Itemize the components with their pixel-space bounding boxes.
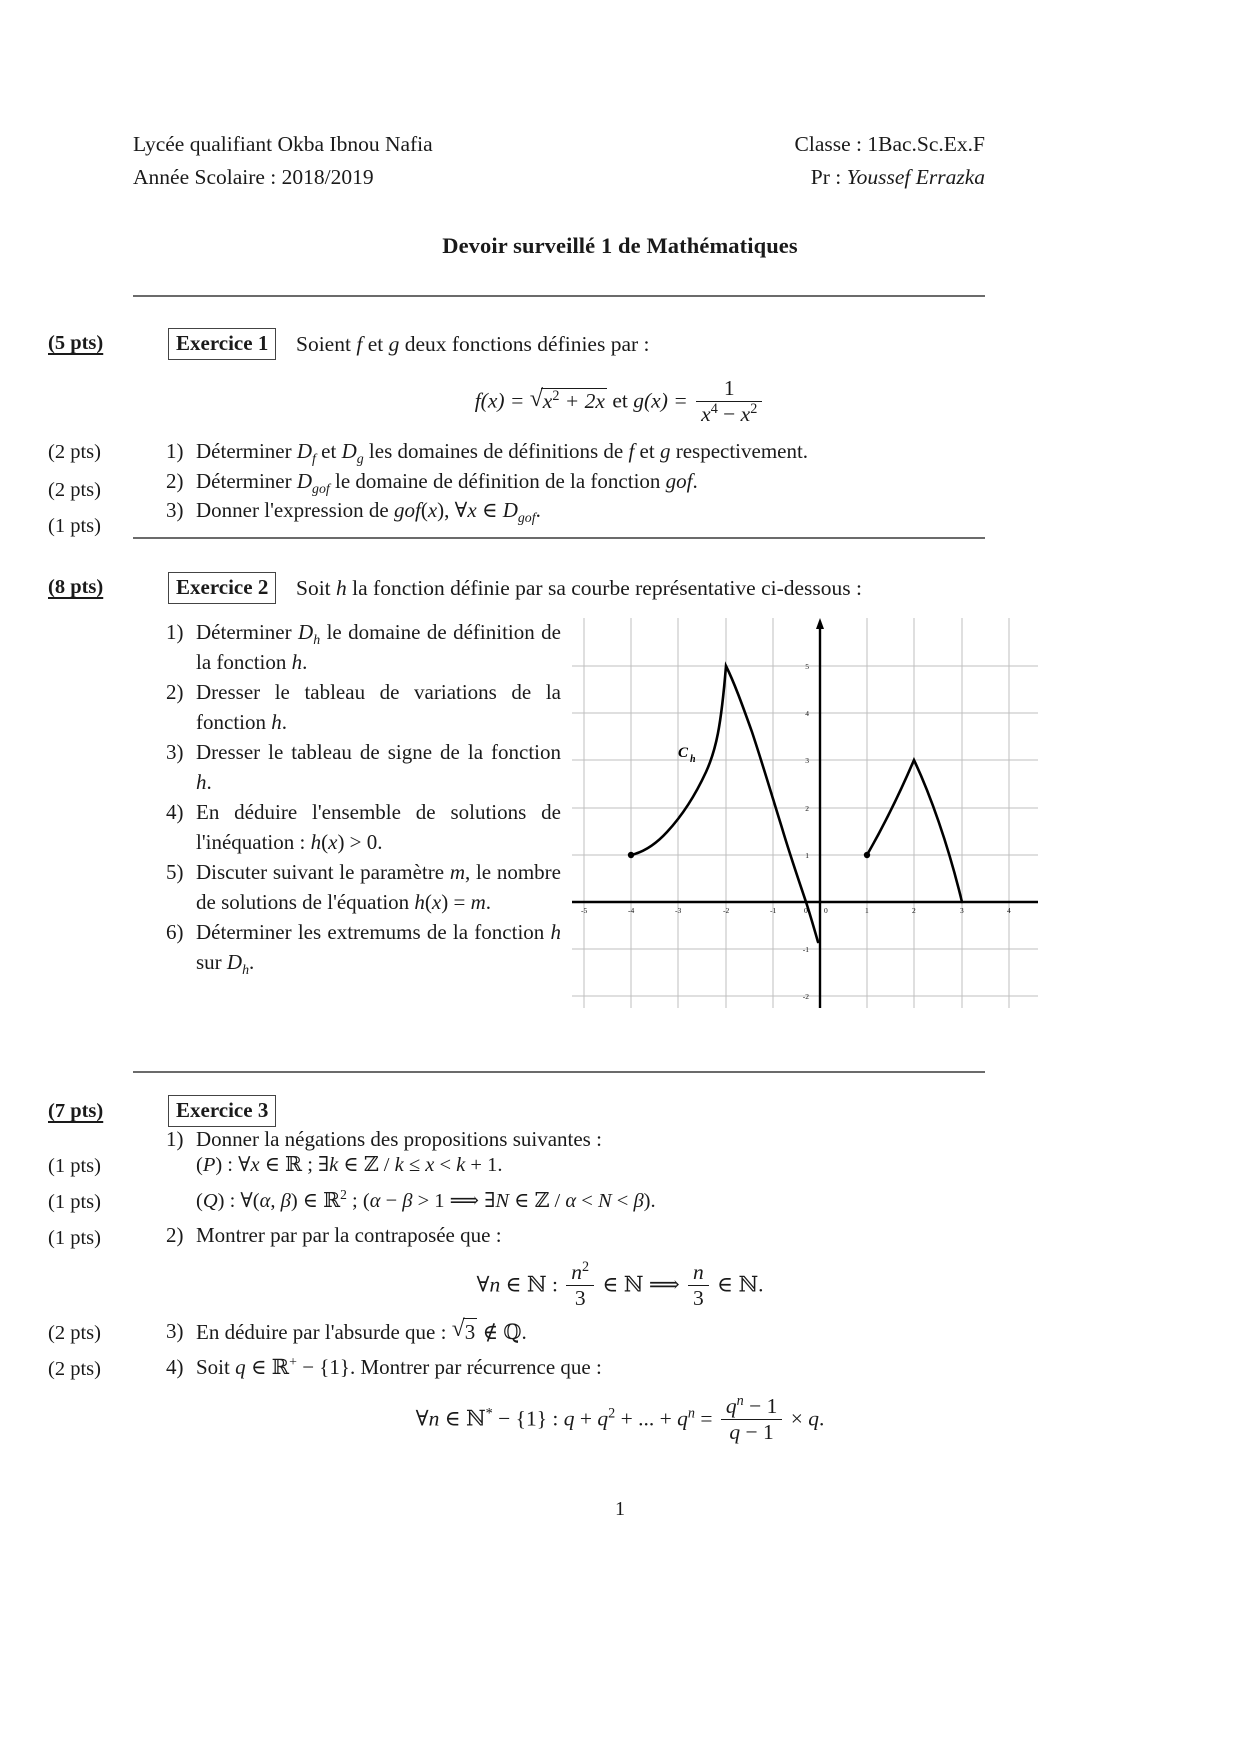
ex2-q6-num: 6) (166, 920, 184, 944)
ytick-3: 3 (805, 756, 809, 765)
ex2-intro-a: Soit (296, 576, 337, 600)
xtick-0: 0 (824, 906, 828, 915)
ex1-q3-text: Donner l'expression de gof(x), ∀x ∈ $D_{gof}$. (196, 498, 541, 526)
list-item (166, 438, 986, 466)
exercise1-intro (296, 332, 650, 357)
ex3-proposition-q: (Q) : ∀(α, β) ∈ ℝ$^2$ ; (α − β > 1 ⟹ ∃N ∈ ℤ / α < N < β). (196, 1187, 656, 1212)
header-row-1 (133, 128, 985, 161)
divider-bottom (133, 1071, 985, 1073)
list-item (166, 738, 561, 797)
ex3-q4-text: Soit q ∈ ℝ+ − {1}. Montrer par récurrence que : (196, 1354, 602, 1379)
school-year: Année Scolaire : 2018/2019 (133, 165, 374, 189)
ex3-q3-radicand: 3 (463, 1318, 478, 1347)
f-rad-base: x (542, 388, 553, 413)
ex2-q4-text: En déduire l'ensemble de solutions de l'inéquation : h(x) > 0. (196, 800, 561, 854)
eq4-num: $q^n - 1$ (725, 1392, 778, 1418)
g-numerator: 1 (723, 376, 735, 400)
ex1-q2-text: Déterminer $D_{gof}$ le domaine de définition de la fonction gof. (196, 468, 698, 496)
ex1-intro-c: deux fonctions définies par : (399, 332, 650, 356)
ex1-q1-text: Déterminer $D_f$ et $D_g$ les domaines de définitions de f et g respectivement. (196, 439, 809, 467)
eq2-num-exp: 2 (582, 1258, 590, 1275)
list-item (166, 858, 561, 917)
xtick--3: -3 (675, 906, 682, 915)
ex1-q3-num: 3) (166, 498, 184, 522)
endpoint-minus4-1 (628, 852, 634, 858)
g-den-b: x (740, 402, 751, 427)
list-item (166, 798, 561, 857)
eq4-den: q − 1 (721, 1419, 782, 1444)
list-item (166, 1126, 996, 1154)
xtick--5: -5 (581, 906, 588, 915)
curve-branch-left (631, 666, 818, 942)
ex3-q4-points: (2 pts) (48, 1358, 101, 1380)
ex2-q2-num: 2) (166, 680, 184, 704)
ex2-q1-num: 1) (166, 620, 184, 644)
list-item (166, 1318, 996, 1347)
xtick--4: -4 (628, 906, 635, 915)
frac-n2-3 (566, 1258, 594, 1311)
eq2b-num: n (693, 1260, 704, 1284)
ex1-intro-a: Soient (296, 332, 357, 356)
class-label: Classe : 1Bac.Sc.Ex.F (794, 132, 985, 156)
y-axis-arrow (816, 618, 824, 629)
ex3-q3-num: 3) (166, 1319, 184, 1343)
ex2-q1-text: Déterminer $D_h$ le domaine de définition de la fonction h. (196, 620, 561, 674)
ex3-q2-num: 2) (166, 1223, 184, 1247)
formula-joiner: et (606, 388, 634, 413)
divider-mid (133, 537, 985, 539)
teacher-name: Youssef Errazka (846, 165, 985, 189)
ex1-fn-g: g (388, 332, 400, 356)
ex3-p-points: (1 pts) (48, 1155, 101, 1177)
ex2-fn-h: h (336, 576, 347, 600)
ex3-q2-text: Montrer par par la contraposée que : (196, 1223, 502, 1247)
g-lhs: g(x) = (633, 388, 694, 413)
ex1-intro-b: et (362, 332, 389, 356)
exercise2-points: (8 pts) (48, 576, 104, 598)
ex1-q2-points: (2 pts) (48, 479, 101, 501)
ex1-fn-f: f (356, 332, 363, 356)
ytick-5: 5 (805, 662, 809, 671)
teacher-info (811, 161, 985, 194)
ytick--2: -2 (802, 992, 809, 1001)
xtick-4: 4 (1007, 906, 1011, 915)
f-rad-rest: + 2x (559, 388, 605, 413)
header-row-2 (133, 161, 985, 194)
exercise3-points: (7 pts) (48, 1100, 104, 1122)
g-den-a: x (701, 402, 711, 427)
ytick-2: 2 (805, 804, 809, 813)
xtick--1: -1 (770, 906, 777, 915)
exercise3-equation-2: ∀n ∈ ℕ : $\frac{n^2}{3}$ ∈ ℕ ⟹ $\frac{n}{3}$ ∈ ℕ. (476, 1258, 764, 1311)
ex3-q3-text (196, 1318, 996, 1347)
ex3-q2-points: (1 pts) (48, 1227, 101, 1249)
ex1-q1-points: (2 pts) (48, 441, 101, 463)
ex3-q-points: (1 pts) (48, 1191, 101, 1213)
xtick-0a: 0 (804, 906, 808, 915)
page-header (133, 128, 985, 194)
curve-label-ch (678, 745, 696, 765)
ex3-q4-num: 4) (166, 1355, 184, 1379)
eq2-num-base: n (571, 1260, 583, 1284)
ex3-q3-points: (2 pts) (48, 1322, 101, 1344)
exercise3-question-4 (166, 1354, 996, 1384)
exercise3-question-2 (166, 1222, 996, 1252)
list-item (166, 468, 986, 496)
page-title: Devoir surveillé 1 de Mathématiques (442, 233, 798, 258)
divider-top (133, 295, 985, 297)
xtick-3: 3 (960, 906, 964, 915)
g-den-exp-a: 4 (710, 401, 718, 418)
ex3-q1-num: 1) (166, 1127, 184, 1151)
list-item (166, 1354, 996, 1382)
frac-n-3 (688, 1261, 709, 1310)
exercise2-intro (296, 576, 862, 601)
exercise3-equation-4: ∀n ∈ ℕ* − {1} : $q + q^2$ + ... + $q^n$ = $\frac{q^n - 1}{q - 1}$ × q. (415, 1392, 825, 1445)
list-item (166, 618, 561, 677)
list-item (166, 1222, 996, 1250)
sqrt-icon (530, 388, 607, 414)
curve-label-c: C (678, 745, 689, 761)
f-lhs: f(x) = (474, 388, 530, 413)
xtick-1: 1 (865, 906, 869, 915)
exercise1-points: (5 pts) (48, 332, 104, 354)
g-den-exp-b: 2 (750, 401, 758, 418)
ex2-q5-text: Discuter suivant le paramètre m, le nombre de solutions de l'équation h(x) = m. (196, 860, 561, 914)
school-name: Lycée qualifiant Okba Ibnou Nafia (133, 132, 433, 156)
ex1-q1-num: 1) (166, 439, 184, 463)
ex2-q3-num: 3) (166, 740, 184, 764)
frac-qn-q1 (721, 1392, 782, 1445)
eq2b-den: 3 (688, 1285, 709, 1310)
endpoint-1-1 (864, 852, 870, 858)
ytick-1: 1 (805, 851, 809, 860)
exercise2-question-list (166, 618, 561, 978)
sqrt-icon (452, 1318, 478, 1347)
exercise2-badge: Exercice 2 (168, 572, 276, 604)
ex2-q2-text: Dresser le tableau de variations de la fonction h. (196, 680, 561, 734)
ex3-q3-text-b: ∉ ℚ. (477, 1320, 527, 1344)
g-denominator (696, 401, 762, 426)
f-rad-exp: 2 (552, 387, 560, 404)
exercise1-question-list (166, 438, 986, 527)
ex3-q3-text-a: En déduire par l'absurde que : (196, 1320, 452, 1344)
ex2-q3-text: Dresser le tableau de signe de la fonction h. (196, 740, 561, 794)
page-number: 1 (615, 1498, 625, 1520)
ytick-4: 4 (805, 709, 809, 718)
exercise1-formula (0, 378, 1240, 427)
ex2-q4-num: 4) (166, 800, 184, 824)
ytick--1: -1 (802, 945, 809, 954)
ex1-q2-num: 2) (166, 468, 184, 493)
exercise1-badge: Exercice 1 (168, 328, 276, 360)
curve-label-h: h (690, 754, 696, 765)
ex1-q3-points: (1 pts) (48, 515, 101, 537)
ex2-intro-b: la fonction définie par sa courbe représentative ci-dessous : (346, 576, 862, 600)
ex2-q5-num: 5) (166, 860, 184, 884)
g-den-mid: − (717, 402, 741, 427)
g-fraction (696, 377, 762, 426)
xtick-2: 2 (912, 906, 916, 915)
list-item (166, 918, 561, 977)
list-item (166, 497, 986, 525)
ex3-proposition-p: (P) : ∀x ∈ ℝ ; ∃k ∈ ℤ / k ≤ x < k + 1. (196, 1154, 503, 1176)
exercise3-question-3 (166, 1318, 996, 1349)
xtick--2: -2 (723, 906, 730, 915)
list-item (166, 678, 561, 737)
ex2-q6-text: Déterminer les extremums de la fonction h sur $D_h$. (196, 920, 561, 977)
function-graph-ch (566, 612, 1044, 1012)
ex3-q1-text: Donner la négations des propositions suivantes : (196, 1127, 602, 1151)
exercise3-badge: Exercice 3 (168, 1095, 276, 1127)
teacher-prefix: Pr : (810, 165, 847, 189)
eq2-den: 3 (566, 1285, 594, 1310)
